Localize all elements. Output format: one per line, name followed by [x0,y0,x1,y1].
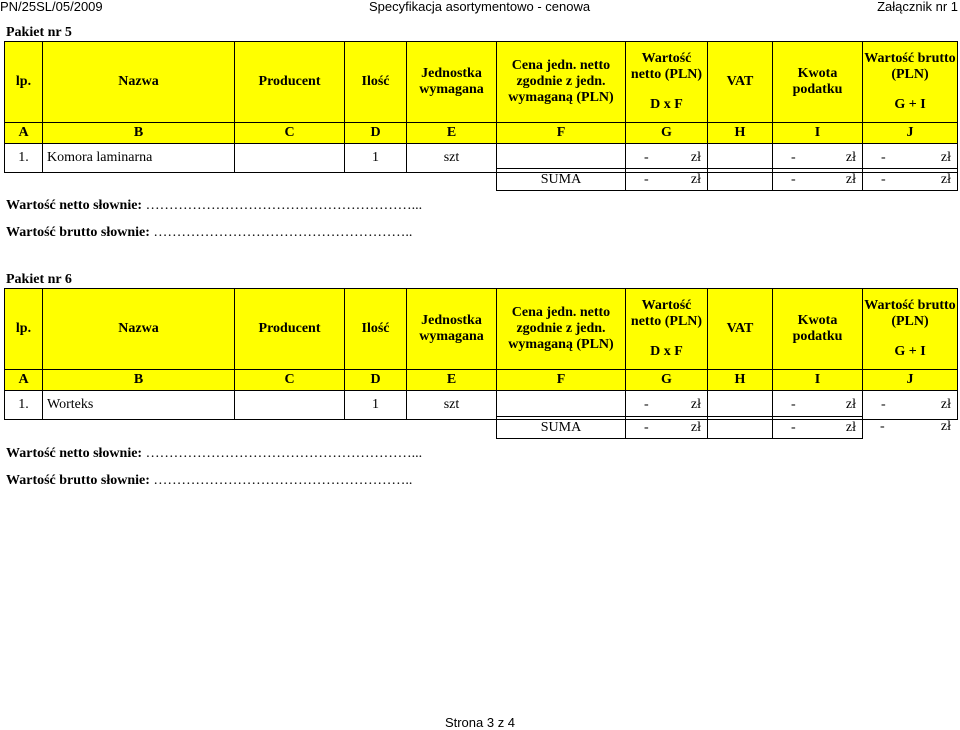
col-producent: Producent [235,42,345,123]
document-reference: PN/25SL/05/2009 [0,0,103,14]
package-title: Pakiet nr 6 [6,272,72,287]
col-cena: Cena jedn. netto zgodnie z jedn. wymaganą (PLN) [497,289,626,370]
currency-label: zł [690,419,701,435]
currency-label: zł [940,397,951,412]
letter-f: F [497,370,626,391]
brutto-words-dots: ……………………………………………….. [153,225,413,240]
col-vat: VAT [708,42,773,123]
header-row [5,289,958,370]
col-wartosc-netto-label: Wartość netto (PLN) [630,298,703,329]
currency-label: zł [845,419,856,435]
letter-j: J [863,370,958,391]
currency-label: zł [940,419,951,434]
document-title: Specyfikacja asortymentowo - cenowa [369,0,591,14]
letter-row [5,370,958,391]
suma-wartosc-brutto [863,169,958,191]
col-wartosc-brutto-label: Wartość brutto (PLN) [864,51,956,82]
letter-h: H [708,370,773,391]
row-producent [235,391,345,420]
col-nazwa: Nazwa [43,289,235,370]
attachment-label: Załącznik nr 1 [877,0,958,14]
letter-d: D [345,370,407,391]
col-cena: Cena jedn. netto zgodnie z jedn. wymaganą (PLN) [497,42,626,123]
netto-words-line [6,198,422,214]
value-dash: - [791,419,796,435]
col-wartosc-brutto [863,42,958,123]
col-wartosc-netto [626,289,708,370]
suma-wartosc-netto [626,169,708,191]
suma-vat [708,169,773,191]
suma-kwota-podatku [773,417,863,439]
netto-words-label: Wartość netto słownie: [6,446,143,461]
suma-row [496,416,863,439]
currency-label: zł [845,171,856,187]
col-kwota-podatku: Kwota podatku [773,289,863,370]
brutto-words-line [6,473,412,489]
suma-row [496,168,958,191]
letter-e: E [407,370,497,391]
suma-label: SUMA [497,169,626,191]
value-dash: - [644,419,649,435]
row-wartosc-brutto [863,391,958,420]
suma-vat [708,417,773,439]
letter-b: B [43,123,235,144]
letter-a: A [5,370,43,391]
specification-table [4,41,958,173]
value-dash: - [791,150,796,165]
value-dash: - [791,171,796,187]
col-ilosc: Ilość [345,289,407,370]
value-dash: - [881,397,886,412]
col-wartosc-brutto-label: Wartość brutto (PLN) [864,298,956,329]
col-wartosc-netto-label: Wartość netto (PLN) [630,51,703,82]
netto-words-dots: …………………………………………………... [145,198,423,213]
letter-i: I [773,123,863,144]
row-ilosc: 1 [345,144,407,173]
col-jednostka: Jednostka wymagana [407,42,497,123]
brutto-words-dots: ……………………………………………….. [153,473,413,488]
page-number: Strona 3 z 4 [444,715,516,730]
row-ilosc: 1 [345,391,407,420]
col-wartosc-netto-formula: D x F [650,344,683,359]
currency-label: zł [845,150,856,165]
col-wartosc-brutto-formula: G + I [894,344,926,359]
letter-h: H [708,123,773,144]
letter-g: G [626,123,708,144]
value-dash: - [881,171,886,187]
col-ilosc: Ilość [345,42,407,123]
letter-g: G [626,370,708,391]
col-lp: lp. [5,42,43,123]
letter-j: J [863,123,958,144]
currency-label: zł [845,397,856,412]
col-vat: VAT [708,289,773,370]
package-title: Pakiet nr 5 [6,25,72,40]
letter-f: F [497,123,626,144]
currency-label: zł [940,150,951,165]
header-row [5,42,958,123]
value-dash: - [644,397,649,412]
col-kwota-podatku: Kwota podatku [773,42,863,123]
col-wartosc-netto [626,42,708,123]
letter-c: C [235,123,345,144]
letter-a: A [5,123,43,144]
currency-label: zł [690,397,701,412]
letter-b: B [43,370,235,391]
row-lp: 1. [5,391,43,420]
currency-label: zł [940,171,951,187]
currency-label: zł [690,150,701,165]
value-dash: - [880,419,885,434]
col-jednostka: Jednostka wymagana [407,289,497,370]
value-dash: - [644,171,649,187]
col-wartosc-netto-formula: D x F [650,97,683,112]
row-nazwa: Komora laminarna [43,144,235,173]
netto-words-dots: …………………………………………………... [145,446,423,461]
brutto-words-label: Wartość brutto słownie: [6,473,150,488]
brutto-words-label: Wartość brutto słownie: [6,225,150,240]
suma-label: SUMA [497,417,626,439]
row-producent [235,144,345,173]
letter-e: E [407,123,497,144]
letter-c: C [235,370,345,391]
col-nazwa: Nazwa [43,42,235,123]
netto-words-label: Wartość netto słownie: [6,198,143,213]
value-dash: - [791,397,796,412]
col-producent: Producent [235,289,345,370]
row-nazwa: Worteks [43,391,235,420]
col-wartosc-brutto-formula: G + I [894,97,926,112]
suma-kwota-podatku [773,169,863,191]
brutto-words-line [6,225,412,241]
value-dash: - [644,150,649,165]
suma-wartosc-netto [626,417,708,439]
col-wartosc-brutto [863,289,958,370]
suma-wartosc-brutto [862,419,957,437]
col-lp: lp. [5,289,43,370]
currency-label: zł [690,171,701,187]
netto-words-line [6,446,422,462]
letter-d: D [345,123,407,144]
value-dash: - [881,150,886,165]
letter-i: I [773,370,863,391]
row-jednostka: szt [407,144,497,173]
row-jednostka: szt [407,391,497,420]
letter-row [5,123,958,144]
row-lp: 1. [5,144,43,173]
specification-table [4,288,958,420]
